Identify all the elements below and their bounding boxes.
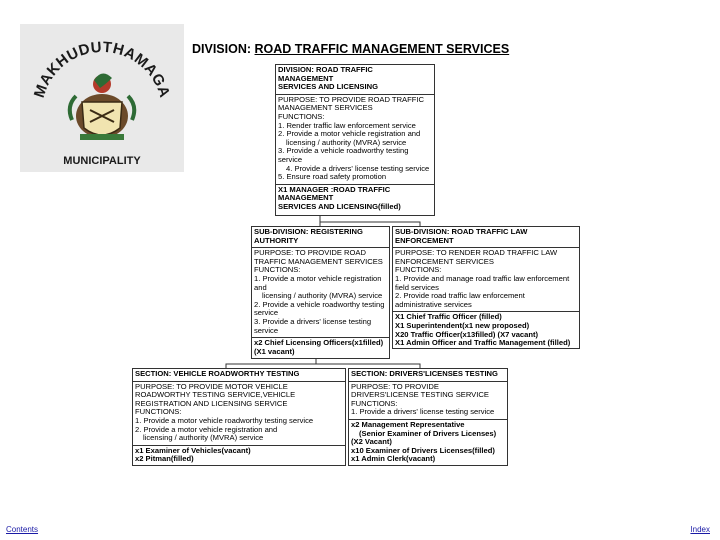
text-line: X1 Chief Traffic Officer (filled) xyxy=(395,312,502,322)
text-line: service xyxy=(254,325,279,335)
text-line: REGISTRATION AND LICENSING SERVICE xyxy=(135,398,288,408)
text-line: x1 Examiner of Vehicles(vacant) xyxy=(135,445,251,455)
text-line: PURPOSE: TO PROVIDE MOTOR VEHICLE xyxy=(135,381,288,391)
text-line: TRAFFIC MANAGEMENT SERVICES xyxy=(254,256,383,266)
text-line: 2. Provide a motor vehicle registration and xyxy=(135,424,278,434)
division-functions xyxy=(278,122,432,182)
sec-roadworthy-purpose-functions xyxy=(133,382,345,446)
sub-registering-staff xyxy=(252,338,389,358)
text-line: (Senior Examiner of Drivers Licenses) xyxy=(359,428,497,438)
municipality-logo xyxy=(20,24,184,172)
text-line: 1. Provide a drivers' license testing service xyxy=(351,407,495,417)
text-line: PURPOSE: TO RENDER ROAD TRAFFIC LAW xyxy=(395,248,558,258)
sub-law-functions xyxy=(395,275,577,309)
sub-registering-header xyxy=(252,227,389,248)
sub-law-staff xyxy=(393,312,579,349)
sub-law-purpose xyxy=(395,249,577,266)
sub-registering-purpose xyxy=(254,249,387,266)
text-line: 2. Provide a motor vehicle registration and xyxy=(278,129,421,139)
text-line: licensing / authority (MVRA) service xyxy=(262,291,383,301)
index-link[interactable]: Index xyxy=(690,525,710,534)
text-line: ENFORCEMENT SERVICES xyxy=(395,256,494,266)
division-purpose xyxy=(278,96,432,113)
text-line: x1 Admin Clerk(vacant) xyxy=(351,454,436,464)
page-title xyxy=(192,42,509,56)
sec-drivers-purpose-functions xyxy=(349,382,507,420)
text-line: AUTHORITY xyxy=(254,235,299,245)
sub-registering-functions xyxy=(254,275,387,335)
sub-registering-functions-label: FUNCTIONS: xyxy=(254,265,301,275)
text-line: licensing / authority (MVRA) service xyxy=(286,137,407,147)
text-line: and xyxy=(254,282,267,292)
sub-law-purpose-functions xyxy=(393,248,579,312)
sub-registering-box xyxy=(251,226,390,359)
text-line: 2. Provide road traffic law enforcement xyxy=(395,291,525,301)
sec-roadworthy-functions xyxy=(135,417,343,443)
text-line: (X1 vacant) xyxy=(254,346,295,356)
text-line: x2 Management Representative xyxy=(351,419,465,429)
logo-name-bottom: MUNICIPALITY xyxy=(63,155,141,167)
text-line: 1. Render traffic law enforcement service xyxy=(278,120,416,130)
sec-drivers-functions xyxy=(351,408,505,417)
title-prefix: DIVISION: xyxy=(192,42,252,56)
text-line: licensing / authority (MVRA) service xyxy=(143,433,264,443)
crest-shield-icon xyxy=(70,73,135,140)
text-line: (X2 Vacant) xyxy=(351,437,392,447)
text-line: x2 Chief Licensing Officers(x1filled) xyxy=(254,338,384,348)
sec-drivers-staff xyxy=(349,420,507,466)
text-line: SECTION: DRIVERS'LICENSES TESTING xyxy=(351,369,498,378)
text-line: 1. Provide a motor vehicle registration xyxy=(254,273,382,283)
text-line: DRIVERS'LICENSE TESTING SERVICE xyxy=(351,390,489,400)
text-line: ENFORCEMENT xyxy=(395,235,454,245)
division-staff xyxy=(276,185,434,214)
text-line: SERVICES AND LICENSING xyxy=(278,82,379,92)
division-purpose-functions xyxy=(276,95,434,185)
text-line: service xyxy=(254,308,279,318)
text-line: X1 MANAGER :ROAD TRAFFIC xyxy=(278,184,391,194)
text-line: SECTION: VEHICLE ROADWORTHY TESTING xyxy=(135,369,300,378)
text-line: x2 Pitman(filled) xyxy=(135,454,194,464)
sec-roadworthy-box xyxy=(132,368,346,466)
sub-registering-purpose-functions xyxy=(252,248,389,338)
division-box xyxy=(275,64,435,216)
text-line: MANAGEMENT xyxy=(278,73,334,83)
text-line: 2. Provide a vehicle roadworthy testing xyxy=(254,299,385,309)
text-line: 4. Provide a drivers' license testing service xyxy=(286,163,430,173)
text-line: 3. Provide a vehicle roadworthy testing xyxy=(278,146,409,156)
text-line: 3. Provide a drivers' license testing xyxy=(254,316,372,326)
text-line: PURPOSE: TO PROVIDE ROAD xyxy=(254,248,366,258)
text-line: PURPOSE: TO PROVIDE ROAD TRAFFIC xyxy=(278,94,424,104)
sub-law-box xyxy=(392,226,580,349)
text-line: MANAGEMENT xyxy=(278,193,334,203)
sec-drivers-header xyxy=(349,369,507,382)
text-line: X1 Superintendent(x1 new proposed) xyxy=(395,320,530,330)
sec-drivers-purpose xyxy=(351,383,505,400)
text-line: SUB-DIVISION: ROAD TRAFFIC LAW xyxy=(395,227,528,236)
sec-roadworthy-header xyxy=(133,369,345,382)
text-line: administrative services xyxy=(395,299,472,309)
text-line: MANAGEMENT SERVICES xyxy=(278,103,373,113)
sec-roadworthy-staff xyxy=(133,446,345,466)
text-line: SUB-DIVISION: REGISTERING xyxy=(254,227,363,236)
text-line: 5. Ensure road safety promotion xyxy=(278,172,387,182)
text-line: SERVICES AND LICENSING(filled) xyxy=(278,201,401,211)
division-functions-label: FUNCTIONS: xyxy=(278,111,325,121)
text-line: field services xyxy=(395,282,439,292)
text-line: X1 Admin Officer and Traffic Management (filled) xyxy=(395,338,571,348)
sec-drivers-functions-label: FUNCTIONS: xyxy=(351,398,398,408)
title-name: ROAD TRAFFIC MANAGEMENT SERVICES xyxy=(254,42,510,56)
logo-name-top: MAKHUDUTHAMAGA xyxy=(30,38,174,100)
sec-roadworthy-functions-label: FUNCTIONS: xyxy=(135,407,182,417)
division-header xyxy=(276,65,434,95)
sec-roadworthy-purpose xyxy=(135,383,343,409)
text-line: PURPOSE: TO PROVIDE xyxy=(351,381,439,391)
text-line: x10 Examiner of Drivers Licenses(filled) xyxy=(351,445,495,455)
text-line: X20 Traffic Officer(x13filled) (X7 vacant) xyxy=(395,329,539,339)
sub-law-functions-label: FUNCTIONS: xyxy=(395,265,442,275)
text-line: ROADWORTHY TESTING SERVICE,VEHICLE xyxy=(135,390,296,400)
text-line: 1. Provide a motor vehicle roadworthy testing service xyxy=(135,415,314,425)
sec-drivers-box xyxy=(348,368,508,466)
text-line: 1. Provide and manage road traffic law enforcement xyxy=(395,273,570,283)
text-line: service xyxy=(278,154,303,164)
contents-link[interactable]: Contents xyxy=(6,525,39,534)
sub-law-header xyxy=(393,227,579,248)
crest-emblem-icon xyxy=(20,24,184,172)
text-line: DIVISION: ROAD TRAFFIC xyxy=(278,65,373,74)
